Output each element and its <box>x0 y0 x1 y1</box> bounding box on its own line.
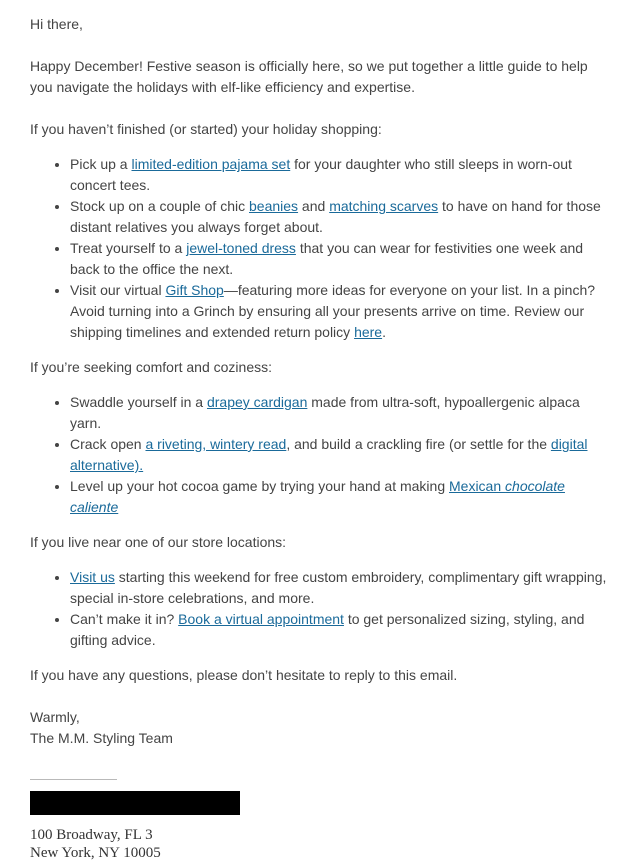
address-line: 100 Broadway, FL 3 <box>30 827 153 843</box>
visit-us-link[interactable]: Visit us <box>70 569 115 585</box>
return-policy-link[interactable]: here <box>354 324 383 340</box>
questions-paragraph: If you have any questions, please don’t hesitate to reply to this email. <box>30 667 458 683</box>
signoff-line: Warmly, <box>30 709 80 725</box>
shopping-heading: If you haven’t finished (or started) your holiday shopping: <box>30 121 382 137</box>
gift-shop-link[interactable]: Gift Shop <box>165 282 224 298</box>
list-item: • Crack open a riveting, wintery read, and build a crackling fire (or settle for the digital alternative). <box>70 434 610 476</box>
pajama-set-link[interactable]: limited-edition pajama set <box>131 156 291 172</box>
jewel-toned-dress-link[interactable]: jewel-toned dress <box>186 240 296 256</box>
chocolate-caliente-link[interactable]: Mexican chocolate caliente <box>70 478 565 515</box>
signoff <box>30 707 610 749</box>
matching-scarves-link[interactable]: matching scarves <box>329 198 439 214</box>
address <box>30 826 610 862</box>
list-item: • Treat yourself to a jewel-toned dress that you can wear for festivities one week and back to the office the next. <box>70 238 610 280</box>
logo-bar <box>30 791 240 815</box>
comfort-list <box>30 392 610 518</box>
drapey-cardigan-link[interactable]: drapey cardigan <box>206 394 308 410</box>
wintery-read-link[interactable]: a riveting, wintery read <box>145 436 287 452</box>
list-item: • Pick up a limited-edition pajama set for your daughter who still sleeps in worn-out concert tees. <box>70 154 610 196</box>
stores-heading: If you live near one of our store locations: <box>30 534 287 550</box>
address-line: New York, NY 10005 <box>30 845 161 861</box>
comfort-heading: If you’re seeking comfort and coziness: <box>30 359 273 375</box>
intro-paragraph: Happy December! Festive season is officially here, so we put together a little guide to help you navigate the holidays with elf-like efficiency and expertise. <box>30 58 588 95</box>
list-item: • Stock up on a couple of chic beanies and matching scarves to have on hand for those distant relatives you always forget about. <box>70 196 610 238</box>
list-item: • Visit our virtual Gift Shop—featuring more ideas for everyone on your list. In a pinch? Avoid turning into a Grinch by ensuring all your presents arrive on time. Review our shipping timelines and extended return policy here. <box>70 280 610 343</box>
beanies-link[interactable]: beanies <box>249 198 299 214</box>
signature: The M.M. Styling Team <box>30 730 173 746</box>
footer-divider <box>30 779 117 780</box>
greeting: Hi there, <box>30 16 83 32</box>
list-item: • Can’t make it in? Book a virtual appointment to get personalized sizing, styling, and gifting advice. <box>70 609 610 651</box>
stores-list <box>30 567 610 651</box>
list-item: • Visit us starting this weekend for free custom embroidery, complimentary gift wrapping, special in-store celebrations, and more. <box>70 567 610 609</box>
digital-alternative-link[interactable]: digital alternative). <box>70 436 588 473</box>
list-item: • Level up your hot cocoa game by trying your hand at making Mexican chocolate caliente <box>70 476 610 518</box>
list-item: • Swaddle yourself in a drapey cardigan made from ultra-soft, hypoallergenic alpaca yarn. <box>70 392 610 434</box>
book-appointment-link[interactable]: Book a virtual appointment <box>178 611 344 627</box>
shopping-list <box>30 154 610 343</box>
